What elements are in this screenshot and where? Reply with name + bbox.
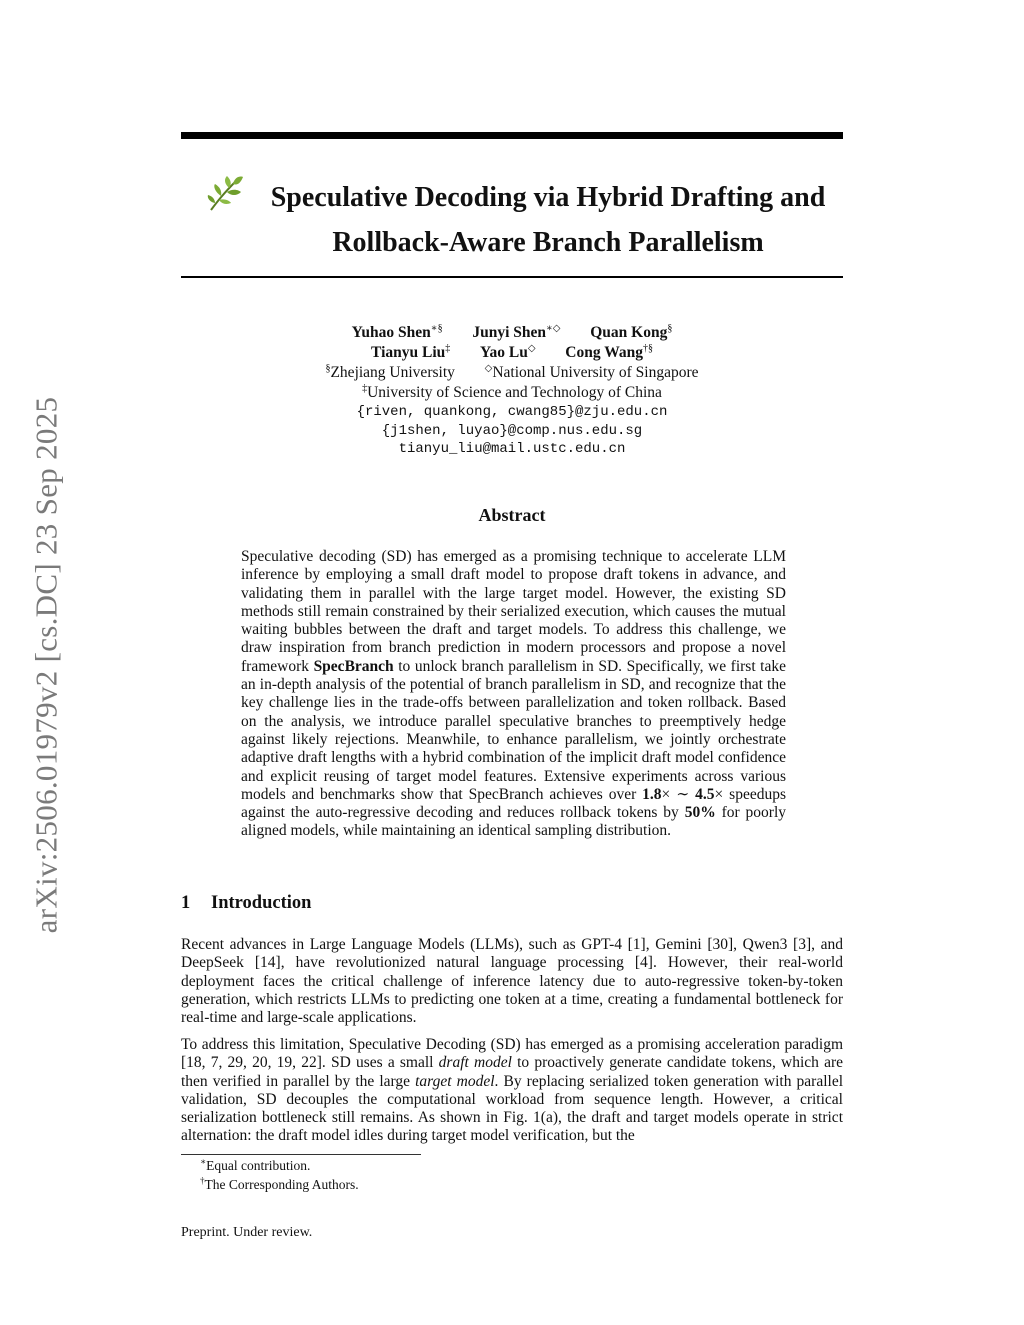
author-name: Yuhao Shen bbox=[351, 324, 431, 341]
author-name: Cong Wang bbox=[565, 344, 643, 361]
paragraph-text: to proactively generate candidate tokens, which are then verified in parallel by the large bbox=[181, 1054, 843, 1090]
footnote bbox=[200, 1176, 359, 1193]
author-name: Yao Lu bbox=[480, 344, 528, 361]
paragraph-text: To address this limitation, Speculative Decoding (SD) has emerged as a promising acceleration paradigm [18, 7, 29, 20, 19, 22]. SD uses a small bbox=[181, 1036, 843, 1072]
affiliation-name: National University of Singapore bbox=[492, 364, 699, 381]
title-top-rule bbox=[181, 132, 843, 139]
abstract-text: × speedups against the auto-regressive decoding and reduces rollback tokens by bbox=[241, 785, 786, 822]
abstract-body bbox=[241, 548, 786, 841]
affiliations-row-2 bbox=[181, 383, 843, 403]
title-line-1: Speculative Decoding via Hybrid Drafting and bbox=[270, 182, 826, 213]
affiliation-mark: § bbox=[325, 362, 331, 374]
intro-paragraph-2 bbox=[181, 1036, 843, 1146]
email-line: {riven, quankong, cwang85}@zju.edu.cn bbox=[356, 404, 668, 420]
footnote-text: Equal contribution. bbox=[206, 1158, 311, 1173]
arxiv-sidebar bbox=[14, 370, 78, 960]
footnote-mark: ∗ bbox=[200, 1156, 207, 1167]
speedup-low: 1.8 bbox=[642, 785, 662, 803]
email-line: {j1shen, luyao}@comp.nus.edu.sg bbox=[381, 422, 643, 439]
title-line-2: Rollback-Aware Branch Parallelism bbox=[332, 227, 764, 258]
author-name: Junyi Shen bbox=[472, 324, 546, 341]
paper-title bbox=[248, 175, 848, 265]
author-mark: ◇ bbox=[527, 342, 536, 354]
framework-name: SpecBranch bbox=[313, 657, 394, 675]
abstract-text: Speculative decoding (SD) has emerged as a promising technique to accelerate LLM inference by employing a small draft model to propose draft tokens in advance, and validating them in parallel with the large target model. However, the existing SD methods still remain constrained by their serialized execution, which causes the mutual waiting bubbles between the draft and target models. To address this challenge, we draw inspiration from branch prediction in modern processors and propose a novel framework bbox=[241, 548, 786, 675]
arxiv-identifier: arXiv:2506.01979v2 [cs.DC] 23 Sep 2025 bbox=[28, 396, 64, 934]
affiliations-row-1 bbox=[181, 363, 843, 383]
authors-row-2 bbox=[181, 343, 843, 363]
affiliation-name: University of Science and Technology of China bbox=[367, 384, 662, 401]
rollback-percent: 50% bbox=[684, 804, 716, 822]
author-mark: ∗§ bbox=[430, 322, 443, 334]
italic-term: target model bbox=[415, 1072, 495, 1090]
abstract-text: × ∼ bbox=[661, 785, 696, 803]
author-mark: ∗◇ bbox=[546, 322, 561, 334]
authors-row-1 bbox=[181, 323, 843, 343]
affiliation-mark: ‡ bbox=[362, 382, 368, 394]
author-mark: § bbox=[667, 322, 673, 334]
sprout-leaf-icon bbox=[203, 172, 247, 216]
footnote-mark: † bbox=[200, 1175, 205, 1186]
abstract-text: to unlock branch parallelism in SD. Specifically, we first take an in-depth analysis of the potential of branch parallelism in SD, and recognize that the key challenge lies in the trade-offs between parallelization and token rollback. Based on the analysis, we introduce parallel speculative branches to preemptively hedge against likely rejections. Meanwhile, to enhance parallelism, we jointly orchestrate adaptive draft lengths with a hybrid combination of the implicit draft model confidence and explicit reusing of target model features. Extensive experiments across various models and benchmarks show that SpecBranch achieves over bbox=[241, 657, 786, 803]
footnote bbox=[200, 1157, 310, 1174]
author-block bbox=[181, 323, 843, 459]
section-title: Introduction bbox=[211, 893, 312, 913]
section-heading bbox=[181, 893, 311, 914]
paragraph-text: . By replacing serialized token generation with parallel validation, SD decouples the computational workload from sequence length. However, a critical serialization bottleneck still remains. As shown in Fig. 1(a), the draft and target models operate in strict alternation: the draft model idles during target model verification, but the bbox=[181, 1072, 843, 1145]
affiliation-name: Zhejiang University bbox=[330, 364, 455, 381]
affiliation-mark: ◇ bbox=[484, 362, 493, 374]
preprint-note: Preprint. Under review. bbox=[181, 1225, 313, 1240]
author-name: Quan Kong bbox=[590, 324, 668, 341]
abstract-text: for poorly aligned models, while maintaining an identical sampling distribution. bbox=[241, 804, 786, 840]
footnote-rule bbox=[181, 1154, 421, 1155]
speedup-high: 4.5 bbox=[695, 785, 715, 803]
footnote-text: The Corresponding Authors. bbox=[204, 1177, 359, 1192]
author-mark: ‡ bbox=[445, 342, 451, 354]
author-mark: †§ bbox=[642, 342, 653, 354]
intro-paragraph-1: Recent advances in Large Language Models (LLMs), such as GPT-4 [1], Gemini [30], Qwen3 [3], and DeepSeek [14], have revolutionized natural language processing [4]. However, their real-world deployment faces the critical challenge of inference latency due to auto-regressive token-by-token generation, which restricts LLMs to predicting one token at a time, creating a fundamental bottleneck for real-time and large-scale applications. bbox=[181, 936, 843, 1027]
section-number: 1 bbox=[181, 893, 191, 913]
italic-term: draft model bbox=[438, 1054, 512, 1072]
email-line: tianyu_liu@mail.ustc.edu.cn bbox=[398, 441, 626, 457]
abstract-heading: Abstract bbox=[478, 505, 546, 525]
author-name: Tianyu Liu bbox=[371, 344, 446, 361]
title-bottom-rule bbox=[181, 276, 843, 278]
